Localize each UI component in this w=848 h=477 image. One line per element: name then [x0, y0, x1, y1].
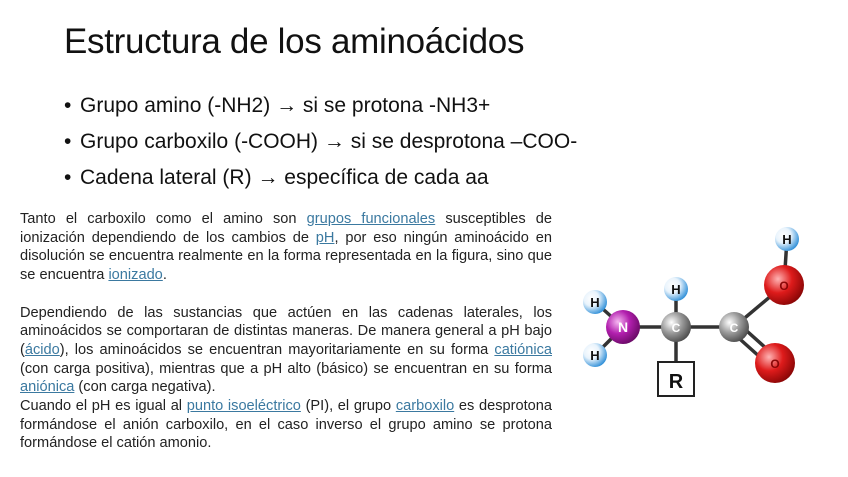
bullet-item-amino: [64, 88, 577, 124]
link-ionizado[interactable]: ionizado: [108, 267, 163, 284]
bullet-text: Grupo amino (-NH2): [80, 94, 271, 117]
oxygen-atom: [764, 265, 804, 305]
text-span: , por eso ningún aminoácido en disolución se encuentra realmente en la forma representada en la figura, sino que se encuentra: [20, 229, 552, 284]
hydrogen-atom: [775, 227, 799, 251]
bullet-item-carboxilo: [64, 124, 577, 160]
arrow-icon: →: [257, 166, 279, 189]
text-span: Tanto el carboxilo como el amino son: [20, 211, 307, 227]
bullet-text: Grupo carboxilo (-COOH): [80, 130, 319, 153]
text-span: (con carga negativa).: [74, 379, 216, 396]
side-chain-r-box: [658, 362, 694, 396]
bullet-dot: •: [64, 166, 72, 189]
text-span: es desprotona formándose el anión carboxilo, en el caso inverso el grupo amino se protona formándose el catión amonio.: [20, 398, 552, 452]
carboxyl-carbon-atom: [719, 312, 749, 342]
bullet-result: si se protona -NH3+: [302, 94, 491, 117]
paragraph-comportamiento: [20, 304, 552, 398]
bullet-list: [64, 88, 577, 196]
link-grupos-funcionales[interactable]: grupos funcionales: [306, 211, 436, 227]
link-cationica[interactable]: catiónica: [494, 341, 552, 358]
svg-text:H: H: [671, 282, 681, 297]
paragraph-punto-isoelectrico: [20, 397, 552, 453]
text-span: .: [162, 267, 167, 284]
link-acido[interactable]: ácido: [24, 341, 60, 358]
hydrogen-atom: [664, 277, 688, 301]
body-text: [20, 210, 552, 453]
atoms: [583, 227, 804, 396]
paragraph-ionizacion: [20, 210, 552, 285]
link-ph[interactable]: pH: [315, 229, 335, 246]
svg-text:H: H: [590, 295, 600, 310]
hydrogen-atom: [583, 343, 607, 367]
text-span: susceptibles de ionización dependiendo de los cambios de: [20, 211, 553, 246]
svg-text:O: O: [779, 279, 789, 293]
bullet-item-cadena-lateral: [64, 160, 577, 196]
link-punto-isoelectrico[interactable]: punto isoeléctrico: [186, 398, 301, 415]
text-span: Cuando el pH es igual al: [20, 398, 187, 415]
arrow-icon: →: [276, 94, 298, 117]
svg-text:H: H: [590, 348, 600, 363]
bullet-result: específica de cada aa: [284, 166, 489, 189]
bullet-dot: •: [64, 130, 72, 153]
svg-text:H: H: [782, 232, 792, 247]
text-span: (con carga positiva), mientras que a pH alto (básico) se encuentran en su forma: [20, 360, 552, 377]
text-span: Dependiendo de las sustancias que actúen en las cadenas laterales, los aminoácidos se comportaran de distintas maneras. De manera general a pH bajo (: [20, 304, 552, 358]
link-anionica[interactable]: aniónica: [20, 379, 75, 396]
svg-text:O: O: [770, 357, 780, 371]
oxygen-atom: [755, 343, 795, 383]
paragraph-spacer: [20, 285, 552, 304]
svg-text:C: C: [671, 321, 681, 335]
slide-title: Estructura de los aminoácidos: [64, 22, 525, 61]
svg-text:N: N: [617, 319, 629, 335]
svg-text:R: R: [668, 371, 684, 393]
link-carboxilo[interactable]: carboxilo: [395, 398, 455, 415]
text-span: ), los aminoácidos se encuentran mayoritariamente en su forma: [59, 341, 495, 358]
arrow-icon: →: [323, 130, 345, 153]
bullet-dot: •: [64, 94, 72, 117]
text-span: (PI), el grupo: [300, 398, 396, 415]
bullet-text: Cadena lateral (R): [80, 166, 252, 189]
bullet-result: si se desprotona –COO-: [350, 130, 578, 153]
nitrogen-atom: [606, 310, 640, 344]
amino-acid-structure-diagram: [572, 222, 832, 402]
hydrogen-atom: [583, 290, 607, 314]
alpha-carbon-atom: [661, 312, 691, 342]
bonds: [595, 239, 787, 367]
svg-text:C: C: [729, 321, 739, 335]
